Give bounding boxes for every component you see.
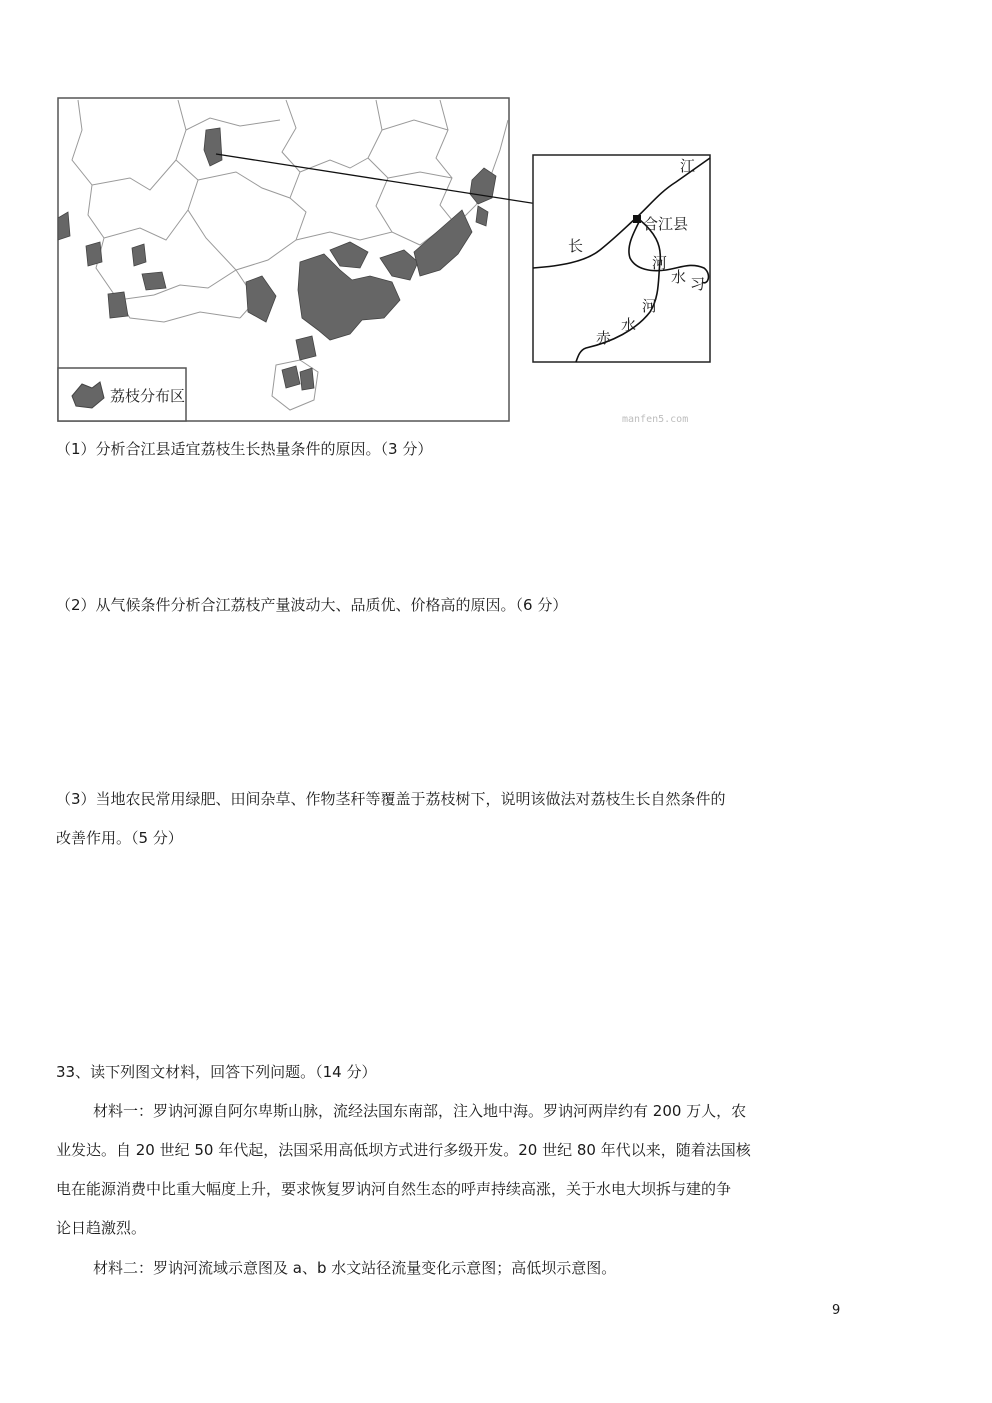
- page-number: 9: [832, 1303, 841, 1318]
- inset-label-chi: 赤: [596, 329, 612, 347]
- hejiang-marker: [633, 215, 641, 223]
- inset-label-shui2: 水: [621, 316, 637, 334]
- question-3-line-2: 改善作用。（5 分）: [56, 829, 183, 847]
- lychee-distribution-map-figure: [0, 0, 992, 430]
- material-1-line-1: 材料一：罗讷河源自阿尔卑斯山脉，流经法国东南部，注入地中海。罗讷河两岸约有 200 万人，农: [93, 1102, 747, 1120]
- question-33-title: 33、读下列图文材料，回答下列问题。（14 分）: [56, 1063, 377, 1081]
- map-svg: [0, 0, 992, 430]
- inset-label-he1: 河: [652, 254, 668, 272]
- inset-label-jiang: 江: [680, 157, 696, 175]
- inset-label-chang: 长: [568, 237, 584, 255]
- material-2: 材料二：罗讷河流域示意图及 a、b 水文站径流量变化示意图；高低坝示意图。: [93, 1259, 617, 1277]
- question-2: （2）从气候条件分析合江荔枝产量波动大、品质优、价格高的原因。（6 分）: [56, 596, 568, 614]
- inset-label-xi: 习: [690, 275, 706, 293]
- question-1: （1）分析合江县适宜荔枝生长热量条件的原因。（3 分）: [56, 440, 433, 458]
- question-3-line-1: （3）当地农民常用绿肥、田间杂草、作物茎秆等覆盖于荔枝树下，说明该做法对荔枝生长自然条件的: [56, 790, 726, 808]
- legend-label: 荔枝分布区: [110, 387, 186, 405]
- inset-label-county: 合江县: [643, 215, 689, 233]
- inset-label-he2: 河: [642, 297, 658, 315]
- material-1-line-4: 论日趋激烈。: [56, 1219, 147, 1237]
- material-1-line-2: 业发达。自 20 世纪 50 年代起，法国采用高低坝方式进行多级开发。20 世纪 80 年代以来，随着法国核: [56, 1141, 751, 1159]
- watermark: manfen5.com: [622, 414, 689, 425]
- material-1-line-3: 电在能源消费中比重大幅度上升，要求恢复罗讷河自然生态的呼声持续高涨，关于水电大坝拆与建的争: [56, 1180, 732, 1198]
- inset-label-shui1: 水: [671, 268, 687, 286]
